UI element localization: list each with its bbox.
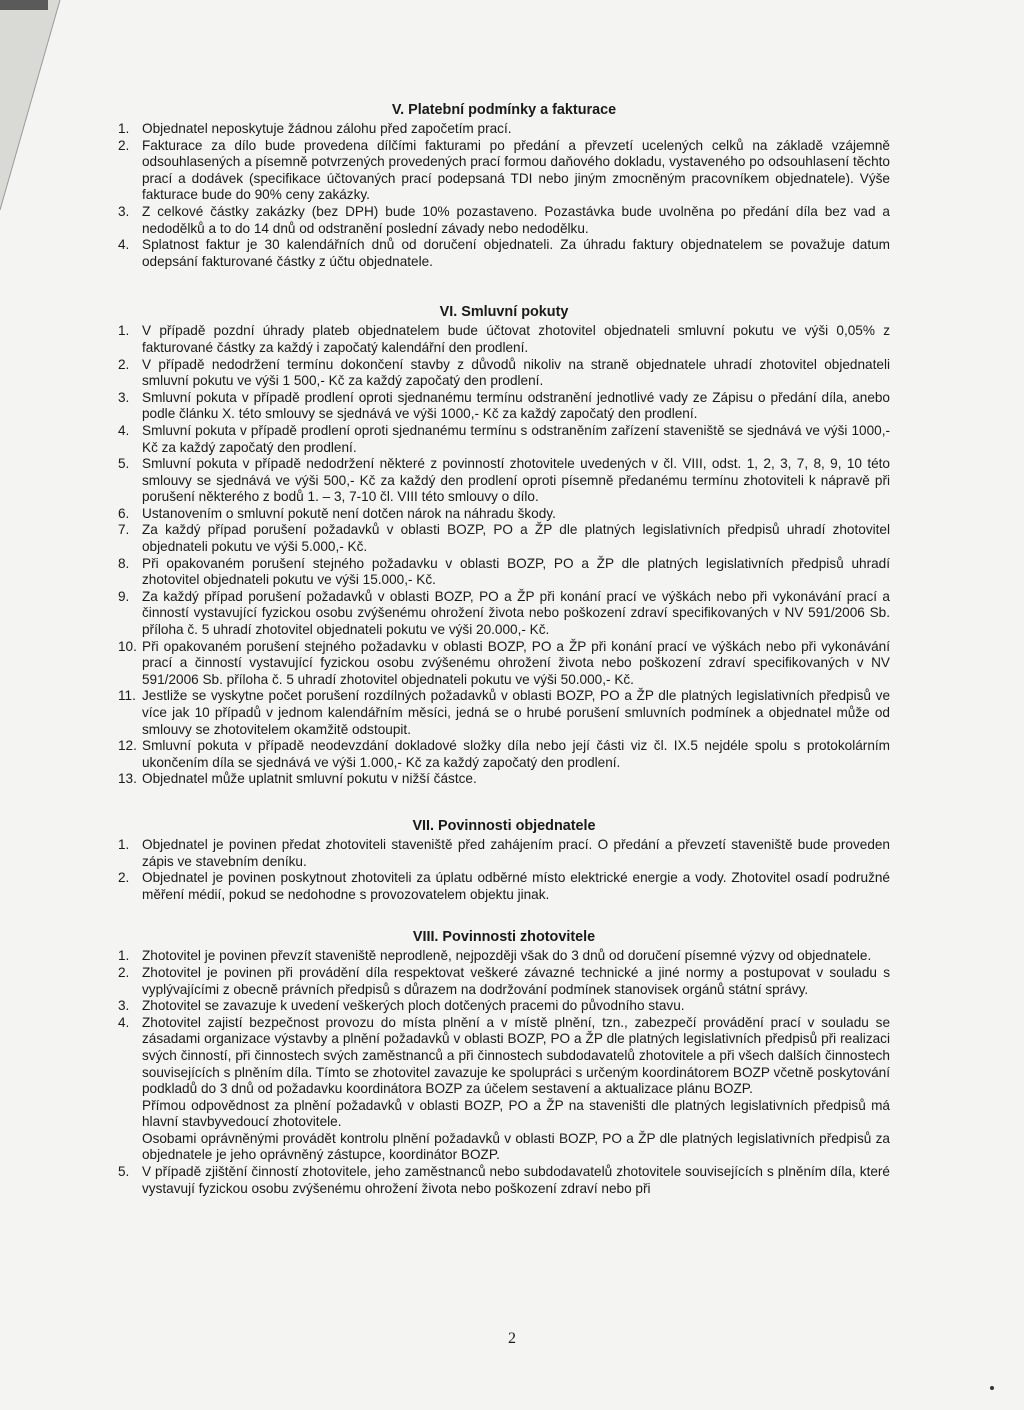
clause-number: 1. [118,121,130,136]
clause-item [118,506,890,523]
clause-text: Smluvní pokuta v případě prodlení oproti sjednanému termínu odstranění jednotlivé vady ze Zápisu o předání díla, anebo podle článku X. této smlouvy se sjednává ve výši 1000,- Kč za každý započatý den prodlení. [142,389,890,422]
clause-item [118,456,890,506]
clause-item [118,323,890,356]
clause-number: 2. [118,356,130,372]
clause-number: 5. [118,1164,130,1180]
clause-item [118,688,890,738]
clause-item [118,639,890,689]
clause-number: 3. [118,998,130,1014]
clause-number: 2. [118,137,130,153]
clause-text: Zhotovitel je povinen při provádění díla respektovat veškeré závazné technické a jiné normy a postupovat v souladu s vyplývajícími z obecně právních předpisů s důrazem na dodržování podmínek stanovisek orgánů státní správy. [142,964,890,997]
clause-number: 1. [118,948,130,964]
clause-item [118,870,890,903]
clause-number: 3. [118,203,130,219]
clause-item [118,390,890,423]
clause-list [118,948,890,1197]
clause-number: 5. [118,456,130,472]
clause-list [118,837,890,903]
clause-number: 2. [118,964,130,980]
clause-number: 12. [118,738,137,754]
clause-text: Při opakovaném porušení stejného požadavku v oblasti BOZP, PO a ŽP dle platných legislativních předpisů uhradí zhotovitel objednateli pokutu ve výši 15.000,- Kč. [142,555,890,588]
clause-item [118,204,890,237]
clause-text: Smluvní pokuta v případě nedodržení některé z povinností zhotovitele uvedených v čl. VIII, odst. 1, 2, 3, 7, 8, 9, 10 této smlouvy se sjednává ve výši 500,- Kč za každý den prodlení oproti písemně předanému termínu zhotoviteli k nápravě při porušení některého z bodů 1. – 3, 7-10 čl. VIII této smlouvy o dílo. [142,456,890,505]
section [118,304,890,788]
clause-text: Smluvní pokuta v případě prodlení oproti sjednanému termínu s odstraněním zařízení staveniště se sjednává ve výši 1000,- Kč za každý započatý den prodlení. [142,422,890,455]
clause-item [118,837,890,870]
clause-text: Objednatel je povinen předat zhotoviteli staveniště před zahájením prací. O předání a převzetí staveniště bude proveden zápis ve stavebním deníku. [142,836,890,869]
clause-text: Fakturace za dílo bude provedena dílčími fakturami po předání a převzetí ucelených celků na základě vzájemně odsouhlasených a písemně potvrzených provedených prací formou daňového dokladu, vystaveného po odsouhlasení těchto prací a dodávek (specifikace účtovaných prací podepsaná TDI nebo jiným zmocněným pracovníkem objednatele). Výše fakturace bude do 90% ceny zakázky. [142,137,890,203]
clause-item [118,423,890,456]
clause-item [118,589,890,639]
clause-item [118,138,890,204]
clause-list [118,121,890,270]
clause-text: Při opakovaném porušení stejného požadavku v oblasti BOZP, PO a ŽP při konání prací ve výškách nebo při vykonávání prací a činností vystavující fyzickou osobu zvýšenému ohrožení života nebo poškození zdraví specifikovaných v NV 591/2006 Sb. příloha č. 5 uhradí zhotovitel objednateli pokutu ve výši 50.000,- Kč. [142,638,890,687]
clause-item [118,1164,890,1197]
section-title: VIII. Povinnosti zhotovitele [412,929,596,946]
clause-text: Osobami oprávněnými provádět kontrolu plnění požadavků v oblasti BOZP, PO a ŽP dle platných legislativních předpisů za objednatele je jeho oprávněný zástupce, koordinátor BOZP. [142,1130,890,1163]
section [118,929,890,1197]
clause-number: 13. [118,771,137,787]
clause-item [118,771,890,788]
clause-text: Přímou odpovědnost za plnění požadavků v oblasti BOZP, PO a ŽP na staveništi dle platných legislativních předpisů má hlavní stavbyvedoucí zhotovitele. [142,1097,890,1130]
clause-text: Za každý případ porušení požadavků v oblasti BOZP, PO a ŽP dle platných legislativních předpisů uhradí zhotovitel objednateli pokutu ve výši 5.000,- Kč. [142,522,890,555]
clause-text: Za každý případ porušení požadavků v oblasti BOZP, PO a ŽP při konání prací ve výškách nebo při vykonávání prací a činností vystavující fyzickou osobu zvýšenému ohrožení života nebo poškození zdraví specifikovaných v NV 591/2006 Sb. příloha č. 5 uhradí zhotovitel objednateli pokutu ve výši 20.000,- Kč. [142,588,890,638]
clause-number: 9. [118,588,130,604]
clause-text: V případě pozdní úhrady plateb objednatelem bude účtovat zhotovitel objednateli smluvní pokutu ve výši 0,05% z fakturované částky za každý i započatý kalendářní den prodlení. [142,323,890,355]
section [118,102,890,270]
clause-number: 4. [118,1014,130,1030]
clause-number: 3. [118,389,130,405]
clause-item [118,121,890,138]
clause-item [118,556,890,589]
clause-item [118,738,890,771]
clause-text: V případě zjištění činností zhotovitele, jeho zaměstnanců nebo subdodavatelů zhotovitele souvisejících s plněním díla, které vystavují fyzickou osobu zvýšenému ohrožení života nebo poškození zdraví nebo při [142,1164,890,1196]
clause-text: Ustanovením o smluvní pokutě není dotčen nárok na náhradu škody. [142,505,556,521]
page-number: 2 [508,1330,516,1347]
clause-item [118,237,890,270]
clause-number: 7. [118,522,130,538]
clause-number: 4. [118,237,130,253]
clause-number: 4. [118,422,130,438]
clause-text: Zhotovitel zajistí bezpečnost provozu do místa plnění a v místě plnění, tzn., zabezpečí provádění prací v souladu se zásadami organizace výstavby a plnění požadavků v oblasti BOZP, PO a ŽP dle platných legislativních předpisů při realizaci svých činností, při činnostech svých zaměstnanců a při činnostech subdodavatelů zhotovitele a při všech dalších činnostech souvisejících s plněním díla. Tímto se zhotovitel zavazuje ke spolupráci s určeným koordinátorem BOZP včetně poskytování podkladů do 3 dnů od požadavku koordinátora BOZP za účelem sestavení a aktualizace plánu BOZP. [142,1014,890,1097]
section-title: VI. Smluvní pokuty [439,304,569,321]
clause-text: Splatnost faktur je 30 kalendářních dnů od doručení objednateli. Za úhradu faktury objednatelem se považuje datum odepsání fakturované částky z účtu objednatele. [142,237,890,269]
clause-text: Zhotovitel se zavazuje k uvedení veškerých ploch dotčených pracemi do původního stavu. [142,998,685,1014]
clause-item [118,1015,890,1164]
section-title: V. Platební podmínky a fakturace [391,102,617,118]
clause-number: 6. [118,505,130,521]
clause-number: 10. [118,638,137,654]
document-page [118,96,890,1197]
clause-number: 11. [118,688,136,704]
clause-text: Objednatel neposkytuje žádnou zálohu před započetím prací. [142,121,512,136]
clause-item [118,965,890,998]
clause-text: Objednatel je povinen poskytnout zhotoviteli za úplatu odběrné místo elektrické energie a vody. Zhotovitel osadí podružné měření médií, pokud se nedohodne s provozovatelem objektu jinak. [142,870,890,902]
section-title: VII. Povinnosti objednatele [412,817,596,834]
clause-text: Objednatel může uplatnit smluvní pokutu v nižší částce. [142,771,477,787]
clause-item [118,948,890,965]
clause-number: 1. [118,836,130,852]
clause-number: 2. [118,870,130,886]
clause-item [118,522,890,555]
clause-text: Jestliže se vyskytne počet porušení rozdílných požadavků v oblasti BOZP, PO a ŽP dle platných legislativních předpisů ve více jak 10 případů v jednom kalendářním měsíci, jedná se o hrubé porušení smluvních podmínek a objednatel může od smlouvy se zhotovitelem okamžitě odstoupit. [142,688,890,737]
clause-text: Z celkové částky zakázky (bez DPH) bude 10% pozastaveno. Pozastávka bude uvolněna po předání díla bez vad a nedodělků a to do 14 dnů od odstranění poslední závady nebo nedodělku. [142,203,890,236]
section [118,818,890,903]
clause-item [118,998,890,1015]
clause-text: Zhotovitel je povinen převzít staveniště neprodleně, nejpozději však do 3 dnů od doručení písemné výzvy od objednatele. [142,948,872,964]
clause-item [118,357,890,390]
clause-list [118,323,890,788]
clause-number: 1. [118,323,130,339]
scan-speck [990,1386,994,1390]
clause-text: V případě nedodržení termínu dokončení stavby z důvodů nikoliv na straně objednatele uhradí zhotovitel objednateli smluvní pokutu ve výši 1 500,- Kč za každý započatý den prodlení. [142,356,890,389]
clause-number: 8. [118,555,130,571]
clause-text: Smluvní pokuta v případě neodevzdání dokladové složky díla nebo její části viz čl. IX.5 nejdéle spolu s protokolárním ukončením díla se sjednává ve výši 1.000,- Kč za každý započatý den prodlení. [142,738,890,770]
